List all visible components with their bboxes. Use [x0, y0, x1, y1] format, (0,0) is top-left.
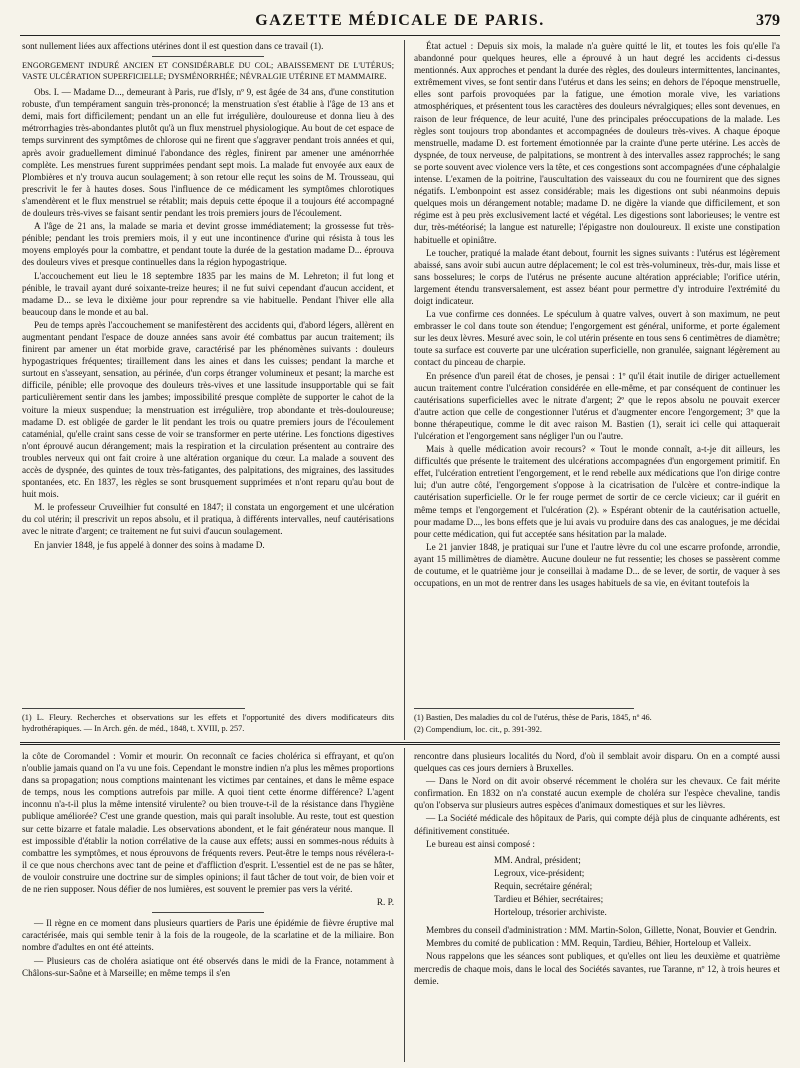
- bureau-member: Requin, secrétaire général;: [494, 880, 593, 891]
- bottom-right-column: [414, 750, 780, 1062]
- footnote-rule: [22, 708, 245, 709]
- column-separator: [404, 748, 405, 1062]
- observation-paragraph: Le toucher, pratiqué la malade étant debout, fournit les signes suivants : l'utérus est légèrement abaissé, sans avoir subi aucun autre déplacement; le col est très-volumineux, très-dur, mais lisse et sans bosselures; le corps de l'utérus ne présente aucune altération appréciable; l'orifice utérin, largement étendu transversalement, est assez béant pour permettre d'y introduire l'extrémité du doigt indicateur.: [414, 247, 780, 306]
- news-paragraph: — Plusieurs cas de choléra asiatique ont été observés dans le midi de la France, notamment à Châlons-sur-Saône et à Marseille; en même temps il s'en: [22, 955, 394, 978]
- page-header: [20, 6, 780, 36]
- footnote: (1) Bastien, Des maladies du col de l'utérus, thèse de Paris, 1845, nº 46.: [414, 713, 652, 722]
- news-paragraph: Membres du comité de publication : MM. Requin, Tardieu, Béhier, Horteloup et Valleix.: [426, 938, 751, 949]
- page-number: 379: [756, 12, 780, 29]
- observation-paragraph: Le 21 janvier 1848, je pratiquai sur l'une et l'autre lèvre du col une escarre profonde, arrondie, ayant 15 millimètres de diamètre. Aucune douleur ne fut ressentie; les choses se passèrent comme de coutume, et le quatrième jour je conseillai à madame D... de se lever, de sortir, de vaquer à ses occupations, en un mot de rentrer dans les usages habituels de sa vie, en évitant toutefois la: [414, 541, 780, 589]
- bottom-left-column: [22, 750, 394, 1062]
- observation-heading: ENGORGEMENT INDURÉ ANCIEN ET CONSIDÉRABLE DU COL; ABAISSEMENT DE L'UTÉRUS; VASTE ULCÉRATION SUPERFICIELLE; DYSMÉNORRHÉE; NÉVRALGIE UTÉRINE ET MAMMAIRE.: [22, 61, 394, 81]
- section-divider: [152, 912, 264, 913]
- right-column: [414, 40, 780, 702]
- footnote-rule: [414, 708, 634, 709]
- intro-paragraph: sont nullement liées aux affections utérines dont il est question dans ce travail (1).: [22, 41, 324, 51]
- observation-paragraph: État actuel : Depuis six mois, la malade n'a guère quitté le lit, et toutes les fois qu'elle l'a abandonné pour quelques heures, elle a éprouvé à un haut degré les accidents ci-dessus mentionnés. Aux approches et pendant la durée des règles, des douleurs intermittentes, lancinantes, extrêmement vives, se font sentir dans l'utérus et dans les seins; en dehors de l'époque menstruelle, elles sont parfois provoquées par la fatigue, une émotion morale vive, les variations atmosphériques, et présentent tous les caractères des douleurs névralgiques; elles sont devenues, en raison de leur fréquence, de leur acuité, l'une des principales préoccupations de la malade. Les règles sont toujours trop abondantes et accompagnées de douleurs très-vives. A chaque époque menstruelle, madame D. est fortement émotionnée par la crainte d'une perte utérine. Les accès de dyspnée, de toux nerveuse, de palpitations, se montrent à des intervalles assez rapprochés; le sang se porte souvent avec violence vers la tête, et ces congestions sont accompagnées d'une céphalalgie intense. L'examen de la poitrine, l'auscultation des vaisseaux du cou ne fournirent que des signes négatifs. L'embonpoint est assez considérable; mais les digestions ont subi néanmoins depuis quelques mois un dérangement notable; madame D. ne digère la viande que difficilement, et son régime est à peu près exclusivement lacté et végétal. Les digestions sont laborieuses; le ventre est dur, très-météorisé; la langue est naturelle; l'épigastre non douloureux. Il existe une constipation habituelle et opiniâtre.: [414, 41, 780, 245]
- news-paragraph: la côte de Coromandel : Vomir et mourir. On reconnaît ce facies cholérica si effrayant, et qu'on n'oublie jamais quand on l'a vu une fois. Cependant le monstre indien n'a plus les mêmes proportions dans sa propagation; nous comptions maintenant les victimes par centaines, et dans le même espace de temps, nous les comptions autrefois par mille. A quoi tient cette énorme différence? L'agent inconnu n'a-t-il plus la même intensité virulente? ou bien trouve-t-il de la résistance dans l'hygiène publique améliorée? C'est une grande question, mais qui paraît insoluble. Au reste, tout est question sur cette bizarre et fatale maladie. Les observations abondent, et le fait générateur nous manque. Il est impossible d'établir la notion corrélative de la cause aux effets; aussi en sommes-nous réduits à combattre les symptômes, et nous éprouvons de fréquents revers. Peut-être le temps nous révélera-t-il ce que nous cherchons avec tant de peine et d'affliction d'esprit. L'essentiel est de ne pas se hâter, de vouloir construire une doctrine sur de simples opinions; il faut tâcher de tout voir, de bien voir et de ne rien supposer. Nous défier de nos lumières, est souvent le premier pas vers la vérité.: [22, 751, 394, 895]
- header-rule: [20, 35, 780, 36]
- bureau-member: Legroux, vice-président;: [494, 867, 585, 878]
- left-column: [22, 40, 394, 702]
- news-paragraph: — Dans le Nord on dit avoir observé récemment le choléra sur les chevaux. Ce fait mérite confirmation. En 1832 on n'a constaté aucun exemple de choléra sur l'espèce chevaline, tandis qu'on l'observa sur plusieurs autres espèces d'animaux domestiques et sur les lièvres.: [414, 776, 780, 811]
- left-footnotes: [22, 704, 394, 738]
- observation-paragraph: Mais à quelle médication avoir recours? « Tout le monde connaît, a-t-je dit ailleurs, les difficultés que présente le traitement des ulcérations accompagnées d'un engorgement primitif. En effet, l'ulcération entretient l'engorgement, et le rend rebelle aux médications que l'on dirige contre lui; d'un autre côté, l'engorgement s'oppose à la cicatrisation de l'ulcère et contre-indique la cautérisation superficielle. Or le fer rouge permet de sortir de ce cercle vicieux; car il guérit en même temps et l'engorgement et l'ulcération (2). » Espérant obtenir de la cautérisation actuelle, pour madame D..., les bons effets que je lui avais vu produire dans des cas analogues, je me décidai pour cette médication, qui fut acceptée sans hésitation par la malade.: [414, 444, 780, 539]
- news-paragraph: — Il règne en ce moment dans plusieurs quartiers de Paris une épidémie de fièvre éruptive mal caractérisée, mais qui semble tenir à la fois de la rougeole, de la scarlatine et de la miliaire. Bon nombre d'adultes en ont été atteints.: [22, 918, 394, 953]
- observation-paragraph: En présence d'un pareil état de choses, je pensai : 1º qu'il était inutile de diriger actuellement aucun traitement contre l'ulcération considérée en elle-même, et par conséquent de continuer les cautérisations superficielles avec le nitrate d'argent; 2º que le repos absolu ne pouvait exercer d'autre action que celle de congestionner l'utérus et d'augmenter encore l'engorgement; 3º que la bonne thérapeutique, comme le dit avec raison M. Bastien (1), serait ici celle qui attaquerait l'ulcération et l'engorgement sans négliger l'un ou l'autre.: [414, 370, 780, 441]
- observation-paragraph: Peu de temps après l'accouchement se manifestèrent des accidents qui, d'abord légers, allèrent en augmentant pendant l'espace de douze années sans avoir été combattus par aucun traitement; ils finirent par amener un état morbide grave, caractérisé par les phénomènes suivants : douleurs hypogastriques fréquentes; tiraillement dans les aines et dans les cuisses; pendant la marche et surtout en s'asseyant, sensation, au périnée, d'un corps étranger volumineux et pesant; la marche est difficile, pénible; elle provoque des douleurs très-vives et une lassitude insupportable qui se fait particulièrement sentir dans les jambes; impossibilité presque complète de supporter le cahot de la voiture la mieux suspendue; la menstruation est irrégulière, trop abondante et très-douloureuse; madame D. est obligée de garder le lit pendant les trois ou quatre premiers jours de l'écoulement cataménial, qu'elle craint sans cesse de voir se transformer en perte utérine. Les fonctions digestives n'ont éprouvé aucun dérangement; mais la respiration et la circulation présentent au contraire des troubles nerveux qui ont fait croire à une altération organique du cœur. La malade a souvent des accès de dyspnée, des quintes de toux très-fatigantes, des palpitations, des migraines, des lassitudes spontanées, etc. En 1837, les règles se sont brusquement supprimées et n'ont reparu qu'au bout de huit mois.: [22, 319, 394, 500]
- journal-title: GAZETTE MÉDICALE DE PARIS.: [255, 12, 545, 29]
- section-rule: [20, 742, 780, 745]
- news-paragraph: — La Société médicale des hôpitaux de Paris, qui compte déjà plus de cinquante adhérents, est définitivement constituée.: [414, 813, 780, 836]
- right-footnotes: [414, 704, 780, 738]
- news-paragraph: rencontre dans plusieurs localités du Nord, d'où il semblait avoir disparu. On en a compté aussi quelques cas ces jours derniers à Bruxelles.: [414, 751, 780, 774]
- observation-paragraph: A l'âge de 21 ans, la malade se maria et devint grosse immédiatement; la grossesse fut très-pénible; pendant les trois premiers mois, il y eut une incontinence d'urine qui résista à tous les moyens employés pour la combattre, et pendant toute la durée de la gestation madame D... éprouva des douleurs vives et presque continuelles dans la région hypogastrique.: [22, 221, 394, 268]
- news-paragraph: Le bureau est ainsi composé :: [426, 838, 535, 849]
- observation-paragraph: En janvier 1848, je fus appelé à donner des soins à madame D.: [34, 539, 265, 550]
- observation-paragraph: La vue confirme ces données. Le spéculum à quatre valves, ouvert à son maximum, ne peut embrasser le col dans toute son étendue; l'engorgement est général, uniforme, et porte également sur les deux lèvres. Mesuré avec soin, le col utérin présente en tous sens 6 centimètres de diamètre; toute sa surface est couverte par une ulcération superficielle, non granulée, saignant légèrement au contact du pinceau de charpie.: [414, 309, 780, 368]
- bureau-member: Tardieu et Béhier, secrétaires;: [494, 894, 604, 905]
- observation-paragraph: M. le professeur Cruveilhier fut consulté en 1847; il constata un engorgement et une ulcération du col utérin; il prescrivit un repos absolu, et il pratiqua, à différents intervalles, neuf cautérisations avec le nitrate d'argent; ce traitement ne fut suivi d'aucun soulagement.: [22, 502, 394, 537]
- footnote: (2) Compendium, loc. cit., p. 391-392.: [414, 724, 542, 734]
- section-divider: [152, 56, 264, 57]
- bureau-member: MM. Andral, président;: [494, 854, 581, 865]
- observation-paragraph: Obs. I. — Madame D..., demeurant à Paris, rue d'Isly, nº 9, est âgée de 34 ans, d'une constitution robuste, d'un tempérament sanguin très-prononcé; la menstruation s'est établie à l'âge de 13 ans et demi, mais fort difficilement; pendant un an elle fut irrégulière, douloureuse et donna lieu à des métrorrhagies très-abondantes plutôt qu'à un flux menstruel physiologique. Au bout de cet espace de temps survinrent des symptômes de chlorose qui ne firent que s'aggraver pendant trois années et qui, après avoir graduellement diminué l'abondance des règles, finirent par amener une aménorrhée complète. Les menstrues furent supprimées pendant sept mois. La malade fut envoyée aux eaux de Plombières et n'y trouva aucun soulagement; à son retour elle reçut les soins de M. Trousseau, qui prescrivit le fer à hautes doses. Sous l'influence de ce médicament les symptômes chlorotiques s'amendèrent et le flux menstruel se rétablit; mais depuis cette époque il a toujours été accompagné de douleurs très-vives se faisant sentir pendant les trois premiers jours de l'écoulement.: [22, 87, 394, 219]
- bureau-member: Horteloup, trésorier archiviste.: [494, 907, 607, 918]
- bureau-list: [414, 854, 780, 918]
- column-separator: [404, 40, 405, 740]
- observation-paragraph: L'accouchement eut lieu le 18 septembre 1835 par les mains de M. Lehreton; il fut long et pénible, le travail ayant duré soixante-treize heures; il ne fut suivi cependant d'aucun accident, et madame D... se leva le dixième jour pour reprendre sa vie habituelle. Pendant l'hiver elle alla beaucoup dans le monde et au bal.: [22, 270, 394, 317]
- news-paragraph: Membres du conseil d'administration : MM. Martin-Solon, Gillette, Nonat, Bouvier et Gendrin.: [426, 925, 777, 936]
- signature: R. P.: [376, 897, 394, 908]
- footnote: (1) L. Fleury. Recherches et observations sur les effets et l'opportunité des divers modificateurs dits hydrothérapiques. — In Arch. gén. de méd., 1848, t. XVIII, p. 257.: [22, 713, 394, 733]
- news-paragraph: Nous rappelons que les séances sont publiques, et qu'elles ont lieu les deuxième et quatrième mercredis de chaque mois, dans le local des Sociétés savantes, rue Taranne, nº 12, à trois heures et demie.: [414, 951, 780, 986]
